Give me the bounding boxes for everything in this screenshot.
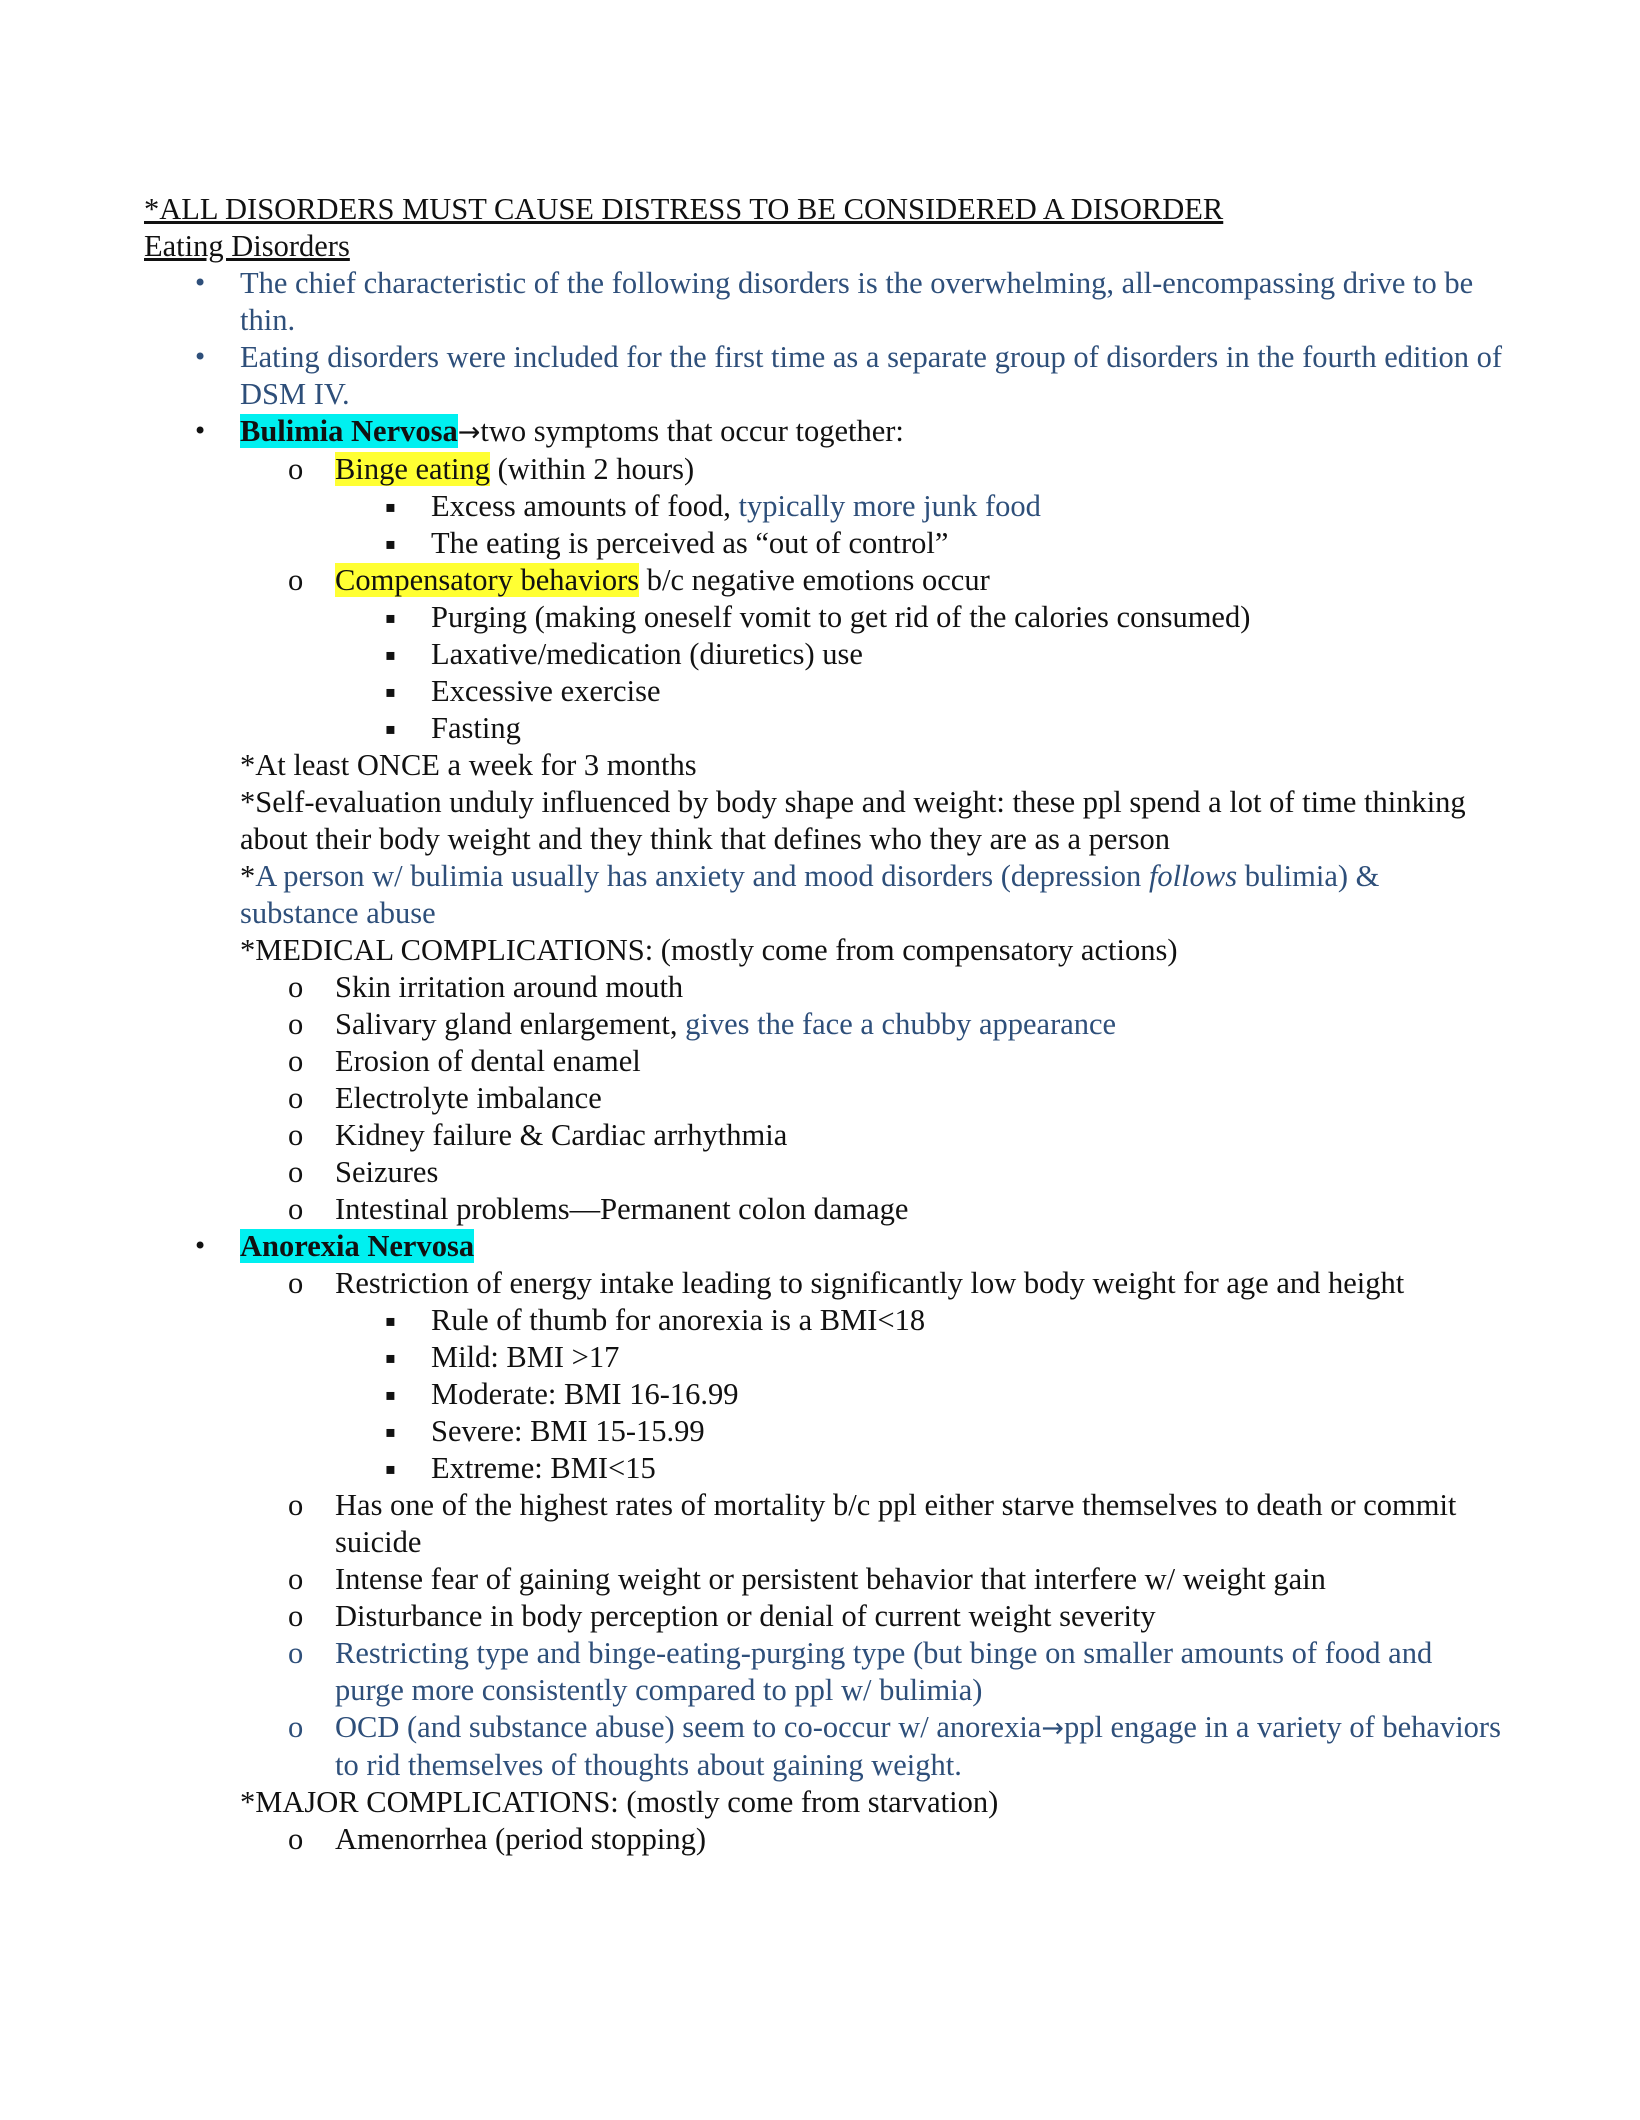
complication-item: o Seizures [288, 1155, 439, 1189]
circle-marker: o [288, 563, 304, 597]
section-title: Eating Disorders [144, 229, 350, 263]
anorexia-section [144, 1228, 1504, 1784]
intro-item: • The chief characteristic of the following disorders is the overwhelming, all-encompassing drive to be thin. [193, 266, 1474, 337]
circle-marker: o [288, 1044, 304, 1078]
circle-marker: o [288, 452, 304, 486]
arrow-icon: → [457, 417, 481, 448]
bullet-marker: • [193, 417, 208, 445]
arrow-icon: → [1041, 1713, 1064, 1744]
binge-eating-highlight: Binge eating [335, 452, 491, 486]
complication-item: o Erosion of dental enamel [288, 1044, 641, 1078]
circle-marker: o [288, 1266, 304, 1300]
sub-item: ▪ Purging (making oneself vomit to get rid of the calories consumed) [385, 600, 1251, 634]
circle-marker: o [288, 970, 304, 1004]
circle-marker: o [288, 1822, 304, 1856]
bullet-marker: • [193, 1232, 208, 1260]
criteria-item: o Intense fear of gaining weight or persistent behavior that interfere w/ weight gain [288, 1562, 1326, 1596]
criteria-item: o OCD (and substance abuse) seem to co-occur w/ anorexia→ppl engage in a variety of behaviors to rid themselves of thoughts about gaining weight. [288, 1710, 1501, 1782]
circle-marker: o [288, 1488, 304, 1522]
sub-item: ▪ Excessive exercise [385, 674, 661, 708]
medical-complications-list [144, 969, 1504, 1228]
criteria-item: o Disturbance in body perception or denial of current weight severity [288, 1599, 1156, 1633]
note-self-evaluation: *Self-evaluation unduly influenced by body shape and weight: these ppl spend a lot of time thinking about their body weight and they think that defines who they are as a person [240, 785, 1466, 856]
bulimia-heading: • Bulimia Nervosa→two symptoms that occur together: [193, 414, 904, 448]
header-line: *ALL DISORDERS MUST CAUSE DISTRESS TO BE CONSIDERED A DISORDER [144, 192, 1224, 226]
bmi-item: ▪ Rule of thumb for anorexia is a BMI<18 [385, 1303, 926, 1337]
circle-marker: o [288, 1599, 304, 1633]
complication-item: o Electrolyte imbalance [288, 1081, 602, 1115]
square-marker: ▪ [385, 645, 396, 664]
anorexia-name: Anorexia Nervosa [240, 1229, 475, 1263]
note-medical-complications: *MEDICAL COMPLICATIONS: (mostly come from compensatory actions) [240, 933, 1178, 967]
square-marker: ▪ [385, 1348, 396, 1367]
complication-item: o Amenorrhea (period stopping) [288, 1822, 706, 1856]
bmi-item: ▪ Moderate: BMI 16-16.99 [385, 1377, 739, 1411]
circle-marker: o [288, 1007, 304, 1041]
circle-marker: o [288, 1710, 304, 1744]
anorexia-heading [144, 1228, 1504, 1265]
bulimia-name: Bulimia Nervosa [240, 414, 458, 448]
square-marker: ▪ [385, 682, 396, 701]
criteria-item: o Restriction of energy intake leading to significantly low body weight for age and height [288, 1266, 1405, 1300]
bmi-item: ▪ Severe: BMI 15-15.99 [385, 1414, 705, 1448]
circle-marker: o [288, 1562, 304, 1596]
complication-item: o Intestinal problems—Permanent colon damage [288, 1192, 909, 1226]
square-marker: ▪ [385, 1311, 396, 1330]
bulimia-symptoms [144, 451, 1504, 747]
bullet-marker: • [193, 343, 208, 371]
compensatory-highlight: Compensatory behaviors [335, 563, 640, 597]
main-list [144, 265, 1504, 451]
complication-item: o Salivary gland enlargement, gives the face a chubby appearance [288, 1007, 1117, 1041]
square-marker: ▪ [385, 1459, 396, 1478]
complication-item: o Skin irritation around mouth [288, 970, 684, 1004]
symptom-item: o Binge eating (within 2 hours) [288, 452, 695, 486]
circle-marker: o [288, 1192, 304, 1226]
note-comorbidity: *A person w/ bulimia usually has anxiety and mood disorders (depression follows bulimia) & substance abuse [240, 859, 1380, 930]
circle-marker: o [288, 1118, 304, 1152]
square-marker: ▪ [385, 534, 396, 553]
symptom-item: o Compensatory behaviors b/c negative emotions occur [288, 563, 990, 597]
square-marker: ▪ [385, 497, 396, 516]
circle-marker: o [288, 1081, 304, 1115]
intro-item: • Eating disorders were included for the first time as a separate group of disorders in the fourth edition of DSM IV. [193, 340, 1502, 411]
sub-item: ▪ Fasting [385, 711, 521, 745]
bmi-item: ▪ Extreme: BMI<15 [385, 1451, 656, 1485]
sub-item: ▪ The eating is perceived as “out of control” [385, 526, 949, 560]
circle-marker: o [288, 1155, 304, 1189]
square-marker: ▪ [385, 1385, 396, 1404]
criteria-item: o Has one of the highest rates of mortality b/c ppl either starve themselves to death or commit suicide [288, 1488, 1457, 1559]
square-marker: ▪ [385, 719, 396, 738]
major-complications-list [144, 1821, 1504, 1858]
sub-item: ▪ Laxative/medication (diuretics) use [385, 637, 863, 671]
bullet-marker: • [193, 269, 208, 297]
criteria-item: o Restricting type and binge-eating-purging type (but binge on smaller amounts of food and purge more consistently compared to ppl w/ bulimia) [288, 1636, 1433, 1707]
square-marker: ▪ [385, 608, 396, 627]
sub-item: ▪ Excess amounts of food, typically more junk food [385, 489, 1041, 523]
square-marker: ▪ [385, 1422, 396, 1441]
circle-marker: o [288, 1636, 304, 1670]
document-body [144, 191, 1504, 1858]
note-major-complications: *MAJOR COMPLICATIONS: (mostly come from starvation) [240, 1785, 999, 1819]
note-frequency: *At least ONCE a week for 3 months [240, 748, 697, 782]
complication-item: o Kidney failure & Cardiac arrhythmia [288, 1118, 788, 1152]
bmi-item: ▪ Mild: BMI >17 [385, 1340, 620, 1374]
